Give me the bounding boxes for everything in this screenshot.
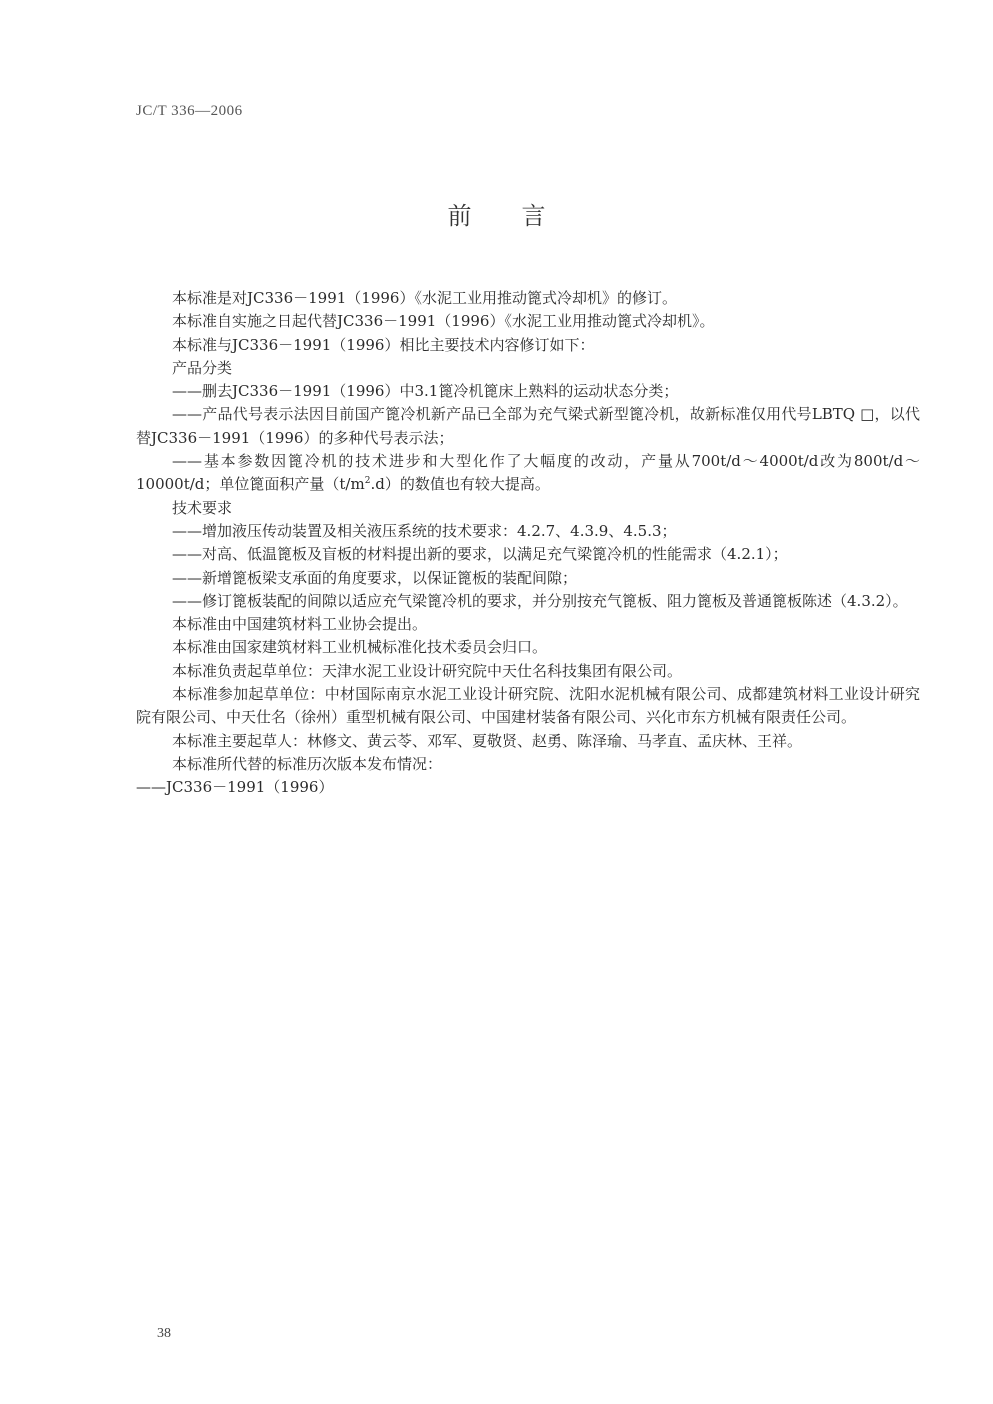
paragraph-replacement-note: 本标准自实施之日起代替JC336－1991（1996）《水泥工业用推动篦式冷却机》。	[172, 312, 715, 331]
paragraph-committee: 本标准由国家建筑材料工业机械标准化技术委员会归口。	[172, 638, 548, 657]
document-body	[136, 287, 920, 800]
unit-superscript: 2	[364, 476, 371, 487]
list-item-requirements-1: ——增加液压传动装置及相关液压系统的技术要求：4.2.7、4.3.9、4.5.3；	[172, 521, 677, 540]
list-item-requirements-2: ——对高、低温篦板及盲板的材料提出新的要求，以满足充气梁篦冷机的性能需求（4.2.1）；	[172, 545, 788, 564]
paragraph-lead-drafter: 本标准负责起草单位：天津水泥工业设计研究院中天仕名科技集团有限公司。	[172, 661, 683, 680]
list-item-classification-3	[136, 450, 920, 497]
paragraph-main-authors: 本标准主要起草人：林修文、黄云苓、邓军、夏敬贤、赵勇、陈泽瑜、马孝直、孟庆林、王祥。	[172, 731, 803, 750]
paragraph-revision-note: 本标准是对JC336－1991（1996）《水泥工业用推动篦式冷却机》的修订。	[172, 289, 677, 307]
classification-3-tail: .d）的数值也有较大提高。	[370, 475, 550, 494]
paragraph-participating-drafters: 本标准参加起草单位：中材国际南京水泥工业设计研究院、沈阳水泥机械有限公司、成都建筑材料工业设计研究院有限公司、中天仕名（徐州）重型机械有限公司、中国建材装备有限公司、兴化市东方机械有限责任公司。	[136, 685, 920, 727]
page-number: 38	[157, 1326, 171, 1341]
version-history-item: ——JC336－1991（1996）	[136, 778, 334, 797]
list-item-requirements-4: ——修订篦板装配的间隙以适应充气梁篦冷机的要求，并分别按充气篦板、阻力篦板及普通篦板陈述（4.3.2）。	[172, 591, 908, 610]
classification-3-text: ——基本参数因篦冷机的技术进步和大型化作了大幅度的改动，产量从700t/d～4000t/d改为800t/d～10000t/d；单位篦面积产量（t/m	[136, 452, 920, 494]
section-heading-technical-requirements: 技术要求	[172, 498, 233, 517]
list-item-requirements-3: ——新增篦板梁支承面的角度要求，以保证篦板的装配间隙；	[172, 568, 578, 587]
list-item-classification-2: ——产品代号表示法因目前国产篦冷机新产品已全部为充气梁式新型篦冷机，故新标准仅用代号LBTQ □，以代替JC336－1991（1996）的多种代号表示法；	[136, 405, 920, 447]
list-item-classification-1: ——删去JC336－1991（1996）中3.1篦冷机篦床上熟料的运动状态分类；	[172, 382, 679, 401]
section-heading-product-classification: 产品分类	[172, 358, 233, 377]
page-title: 前言	[447, 202, 596, 230]
paragraph-version-history-intro: 本标准所代替的标准历次版本发布情况：	[172, 754, 443, 773]
paragraph-changes-intro: 本标准与JC336－1991（1996）相比主要技术内容修订如下：	[172, 335, 595, 354]
paragraph-proposer: 本标准由中国建筑材料工业协会提出。	[172, 615, 428, 634]
standard-code-header: JC/T 336—2006	[136, 103, 243, 119]
